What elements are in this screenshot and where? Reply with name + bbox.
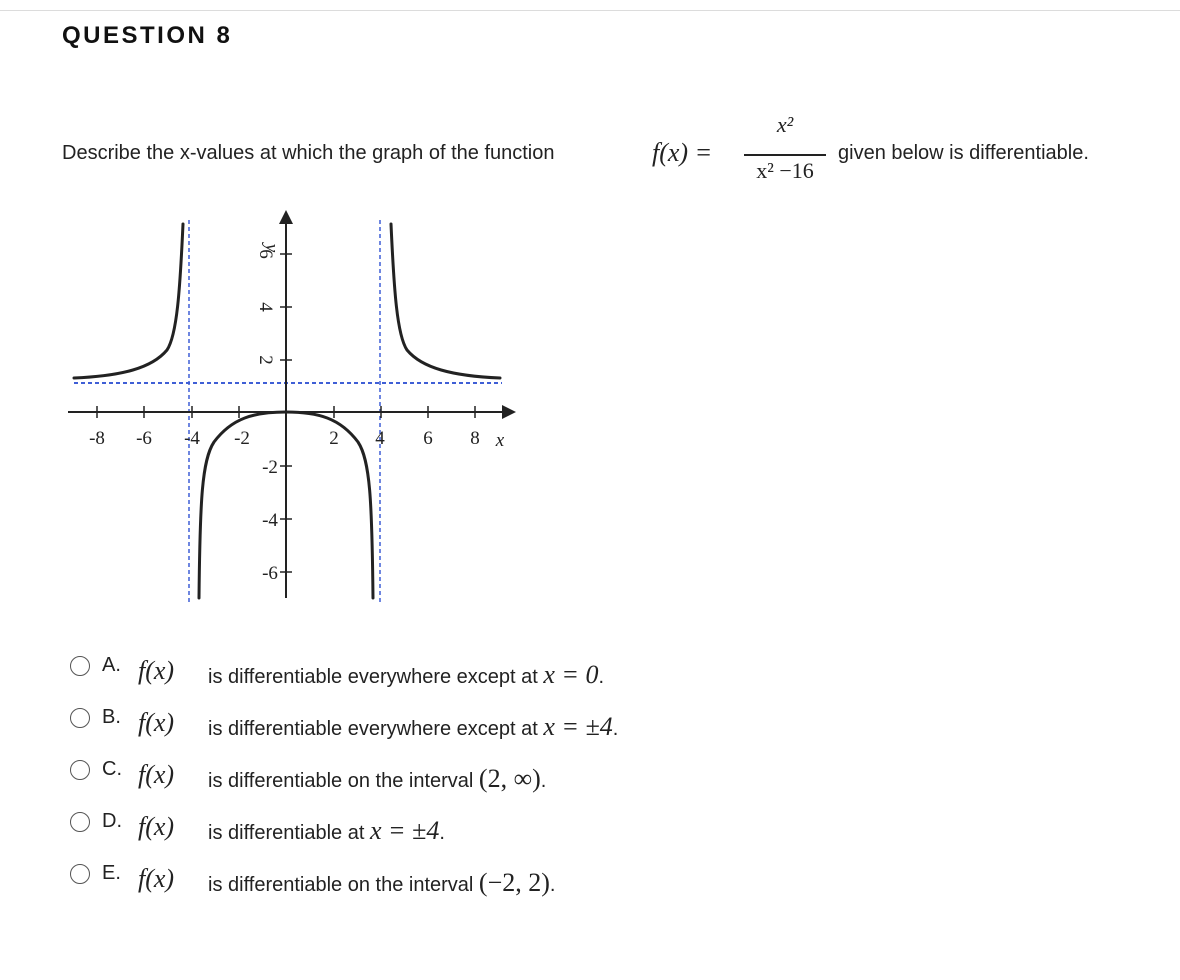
choice-text: is differentiable on the interval (−2, 2).	[208, 868, 556, 897]
x-axis-label: x	[495, 430, 505, 451]
x-tick-label: -2	[234, 428, 250, 449]
y-tick-label: -6	[262, 563, 278, 584]
prompt-text-before: Describe the x-values at which the graph of the function	[62, 142, 555, 164]
question-title: QUESTION 8	[62, 22, 233, 49]
choice-text: is differentiable everywhere except at x = ±4.	[208, 712, 619, 741]
x-axis-arrow	[502, 405, 516, 419]
choice-text: is differentiable at x = ±4.	[208, 816, 445, 845]
choice-function: f(x)	[138, 708, 175, 737]
choice-function: f(x)	[138, 812, 175, 841]
choice-letter: A.	[102, 654, 121, 676]
choice-letter: D.	[102, 810, 122, 832]
x-tick-label: 6	[423, 428, 433, 449]
x-tick-label: 8	[470, 428, 480, 449]
x-tick-label: -4	[184, 428, 200, 449]
choice-c[interactable]	[70, 752, 970, 792]
choice-math: x = 0	[543, 660, 599, 689]
choice-math: (−2, 2)	[478, 868, 550, 897]
y-axis-arrow	[279, 210, 293, 224]
choice-b[interactable]	[70, 700, 970, 740]
radio-button[interactable]	[70, 812, 90, 832]
choice-math: x = ±4	[369, 816, 440, 845]
radio-button[interactable]	[70, 760, 90, 780]
prompt-text-after: given below is differentiable.	[838, 142, 1089, 164]
radio-button[interactable]	[70, 708, 90, 728]
choice-math: x = ±4	[543, 712, 613, 741]
choice-function: f(x)	[138, 864, 175, 893]
function-fraction	[742, 110, 828, 190]
function-label: f(x) =	[652, 138, 713, 167]
y-axis-label: y	[261, 243, 282, 253]
y-tick-label: -4	[262, 510, 278, 531]
y-tick-label: -2	[262, 457, 278, 478]
y-tick-label: 6	[255, 249, 276, 259]
choice-e[interactable]	[70, 856, 970, 896]
radio-button[interactable]	[70, 864, 90, 884]
question-prompt	[62, 110, 1172, 200]
function-graph	[62, 200, 532, 610]
choice-d[interactable]	[70, 804, 970, 844]
radio-button[interactable]	[70, 656, 90, 676]
y-tick-label: 2	[255, 355, 276, 365]
choice-text: is differentiable everywhere except at x = 0.	[208, 660, 605, 689]
choice-letter: B.	[102, 706, 121, 728]
x-tick-label: 4	[375, 428, 385, 449]
curve-right-branch	[391, 224, 500, 378]
fraction-numerator: x²	[776, 112, 794, 137]
choice-text: is differentiable on the interval (2, ∞).	[208, 764, 547, 793]
choice-function: f(x)	[138, 760, 175, 789]
curve-left-branch	[74, 224, 183, 378]
top-divider	[0, 10, 1180, 11]
x-tick-label: -6	[136, 428, 152, 449]
choice-a[interactable]	[70, 648, 970, 688]
x-tick-label: -8	[89, 428, 105, 449]
fraction-denominator: x² −16	[756, 158, 814, 183]
fraction-bar	[744, 154, 826, 156]
choice-function: f(x)	[138, 656, 175, 685]
choice-letter: E.	[102, 862, 121, 884]
choice-letter: C.	[102, 758, 122, 780]
choice-math: (2, ∞)	[478, 764, 541, 793]
y-tick-label: 4	[255, 302, 276, 312]
x-tick-label: 2	[329, 428, 339, 449]
